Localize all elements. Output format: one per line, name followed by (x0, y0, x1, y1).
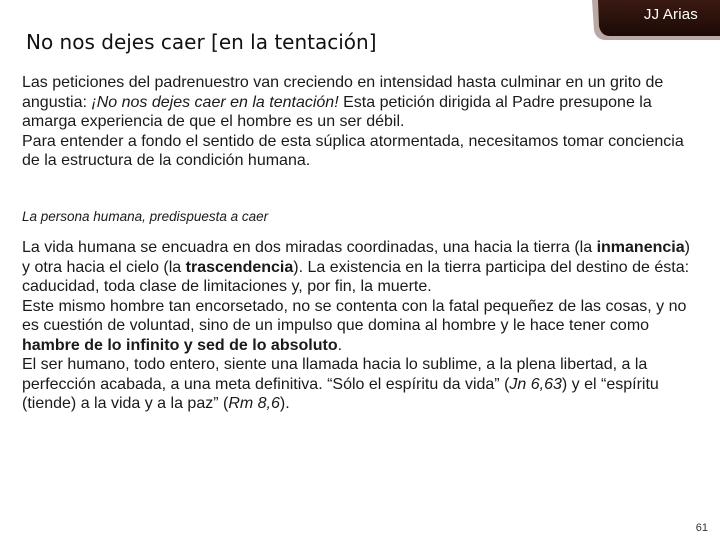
term-transcendence: trascendencia (185, 258, 294, 276)
term-hunger-infinite: hambre de lo infinito y sed de lo absoluto (22, 336, 338, 354)
page-number: 61 (695, 522, 708, 534)
body-text-2: ) y otra hacia el cielo (la (22, 239, 690, 276)
intro-petition: ¡No nos dejes caer en la tentación! (91, 93, 339, 111)
author-tab (588, 0, 720, 44)
section-heading: La persona humana, predispuesta a caer (22, 209, 269, 224)
term-immanence: inmanencia (596, 239, 685, 256)
body-text-7: ) y el “espíritu (tiende) a la vida y a la paz” ( (22, 375, 659, 412)
body-text-4: Este mismo hombre tan encorsetado, no se contenta con la fatal pequeñez de las cosas, y no es cuestión de voluntad, sino de un impulso que domina al hombre y le hace tener como (22, 297, 687, 334)
body-text-5: . (337, 336, 343, 354)
citation-rm: Rm 8,6 (228, 395, 280, 412)
citation-jn: Jn 6,63 (509, 375, 562, 393)
body-text-1: La vida humana se encuadra en dos miradas coordinadas, una hacia la tierra (la (22, 239, 597, 256)
body-text-8: ). (279, 395, 290, 412)
intro-text-1: Las peticiones del padrenuestro van creciendo en intensidad hasta culminar en un grito de angustia: (22, 74, 664, 111)
intro-paragraph (22, 73, 702, 171)
page-title: No nos dejes caer [en la tentación] (26, 30, 377, 54)
body-text-6: El ser humano, todo entero, siente una llamada hacia lo sublime, a la plena libertad, a la perfección acabada, a una meta definitiva. “Sólo el espíritu da vida” ( (22, 356, 648, 393)
intro-text-2: Esta petición dirigida al Padre presupone la amarga experiencia de que el hombre es un ser débil. (22, 93, 652, 130)
intro-text-3: Para entender a fondo el sentido de esta súplica atormentada, necesitamos tomar conciencia de la estructura de la condición humana. (22, 132, 684, 169)
body-text-3: ). La existencia en la tierra participa del destino de ésta: caducidad, toda clase de limitaciones y, por fin, la muerte. (22, 258, 690, 295)
section-body (22, 238, 702, 414)
author-label: JJ Arias (643, 6, 698, 23)
